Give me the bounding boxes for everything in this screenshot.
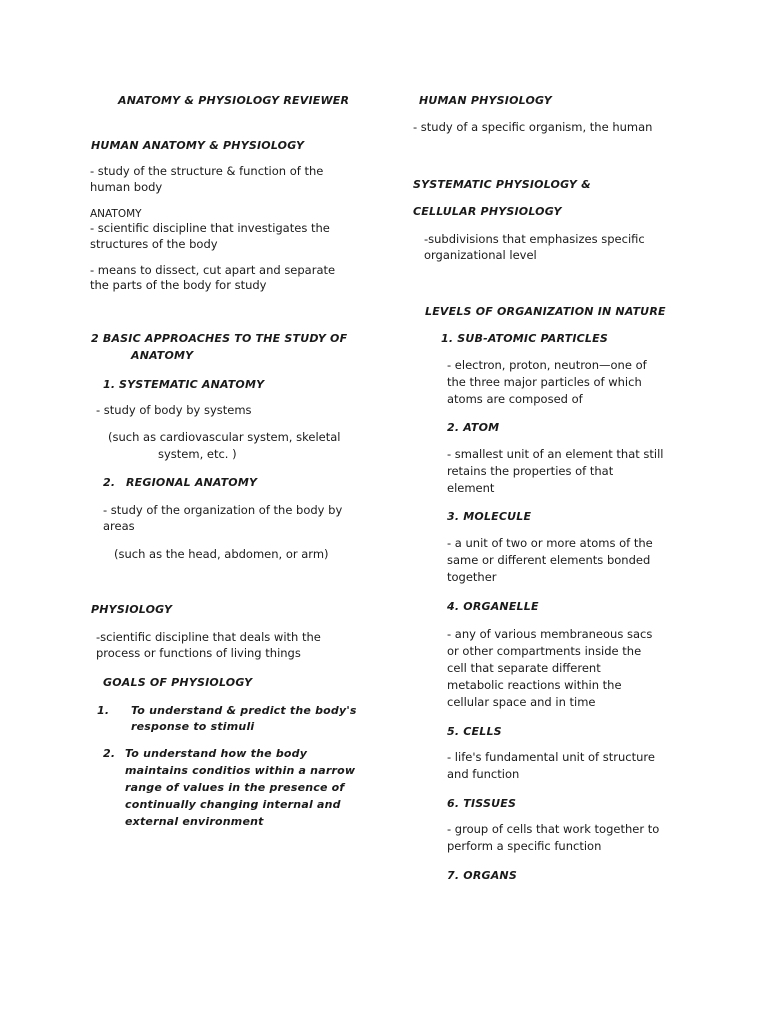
definition-line: - scientific discipline that investigates the: [90, 221, 330, 235]
definition-line: - study of the structure & function of the: [90, 164, 324, 178]
example-line: (such as cardiovascular system, skeletal: [108, 430, 341, 444]
level-title-atom: 2. ATOM: [447, 421, 500, 434]
definition-line: or other compartments inside the: [447, 644, 642, 658]
list-number: 1.: [103, 378, 116, 391]
goal-line: continually changing internal and: [125, 798, 341, 811]
section-heading-approaches: 2 BASIC APPROACHES TO THE STUDY OF: [91, 332, 348, 345]
definition-line: - study of a specific organism, the human: [413, 120, 653, 134]
definition-line: metabolic reactions within the: [447, 678, 622, 692]
definition-line: - life's fundamental unit of structure: [447, 750, 655, 764]
definition-line: - electron, proton, neutron—one of: [447, 358, 647, 372]
term-label-anatomy: ANATOMY: [90, 208, 142, 220]
section-heading-physiology: PHYSIOLOGY: [91, 603, 173, 616]
definition-line: and function: [447, 767, 520, 781]
definition-line: - study of body by systems: [96, 403, 252, 417]
definition-line: - study of the organization of the body by: [103, 503, 343, 517]
section-heading-cellular-physiology: CELLULAR PHYSIOLOGY: [413, 205, 562, 218]
goal-line: response to stimuli: [131, 720, 255, 733]
level-title-molecule: 3. MOLECULE: [447, 510, 532, 523]
definition-line: areas: [103, 519, 135, 533]
definition-line: structures of the body: [90, 237, 218, 251]
level-title-cells: 5. CELLS: [447, 725, 502, 738]
section-heading-approaches-cont: ANATOMY: [131, 349, 194, 362]
definition-line: atoms are composed of: [447, 392, 583, 406]
list-number: 2.: [103, 476, 116, 489]
definition-line: - means to dissect, cut apart and separate: [90, 263, 336, 277]
definition-line: together: [447, 570, 497, 584]
level-title-organs: 7. ORGANS: [447, 869, 517, 882]
definition-line: element: [447, 481, 495, 495]
definition-line: human body: [90, 180, 163, 194]
definition-line: - a unit of two or more atoms of the: [447, 536, 653, 550]
definition-line: - group of cells that work together to: [447, 822, 660, 836]
definition-line: cell that separate different: [447, 661, 601, 675]
example-line: (such as the head, abdomen, or arm): [114, 547, 329, 561]
definition-line: - any of various membraneous sacs: [447, 627, 653, 641]
definition-line: -scientific discipline that deals with the: [96, 630, 321, 644]
list-number: 2.: [103, 747, 116, 760]
goal-line: maintains conditios within a narrow: [125, 764, 356, 777]
definition-line: perform a specific function: [447, 839, 602, 853]
level-title-tissues: 6. TISSUES: [447, 797, 517, 810]
list-number: 1.: [97, 704, 110, 717]
definition-line: cellular space and in time: [447, 695, 596, 709]
definition-line: the three major particles of which: [447, 375, 642, 389]
definition-line: retains the properties of that: [447, 464, 614, 478]
goal-line: range of values in the presence of: [125, 781, 345, 794]
subheading-systematic-anatomy: SYSTEMATIC ANATOMY: [119, 378, 265, 391]
goal-line: To understand how the body: [125, 747, 308, 760]
level-title-organelle: 4. ORGANELLE: [447, 600, 539, 613]
section-heading-levels-of-organization: LEVELS OF ORGANIZATION IN NATURE: [425, 305, 666, 318]
subheading-regional-anatomy: REGIONAL ANATOMY: [126, 476, 258, 489]
definition-line: process or functions of living things: [96, 646, 301, 660]
definition-line: organizational level: [424, 248, 537, 262]
goal-line: external environment: [125, 815, 264, 828]
definition-line: the parts of the body for study: [90, 278, 267, 292]
definition-line: -subdivisions that emphasizes specific: [424, 232, 645, 246]
definition-line: same or different elements bonded: [447, 553, 651, 567]
section-heading-systematic-physiology: SYSTEMATIC PHYSIOLOGY &: [413, 178, 591, 191]
section-heading-human-physiology: HUMAN PHYSIOLOGY: [419, 94, 552, 107]
level-title-sub-atomic-particles: 1. SUB-ATOMIC PARTICLES: [441, 332, 608, 345]
subheading-goals-of-physiology: GOALS OF PHYSIOLOGY: [103, 676, 253, 689]
definition-line: - smallest unit of an element that still: [447, 447, 664, 461]
example-line: system, etc. ): [158, 447, 237, 461]
goal-line: To understand & predict the body's: [131, 704, 357, 717]
document-title: ANATOMY & PHYSIOLOGY REVIEWER: [118, 94, 350, 107]
section-heading-human-anatomy-physiology: HUMAN ANATOMY & PHYSIOLOGY: [91, 139, 305, 152]
